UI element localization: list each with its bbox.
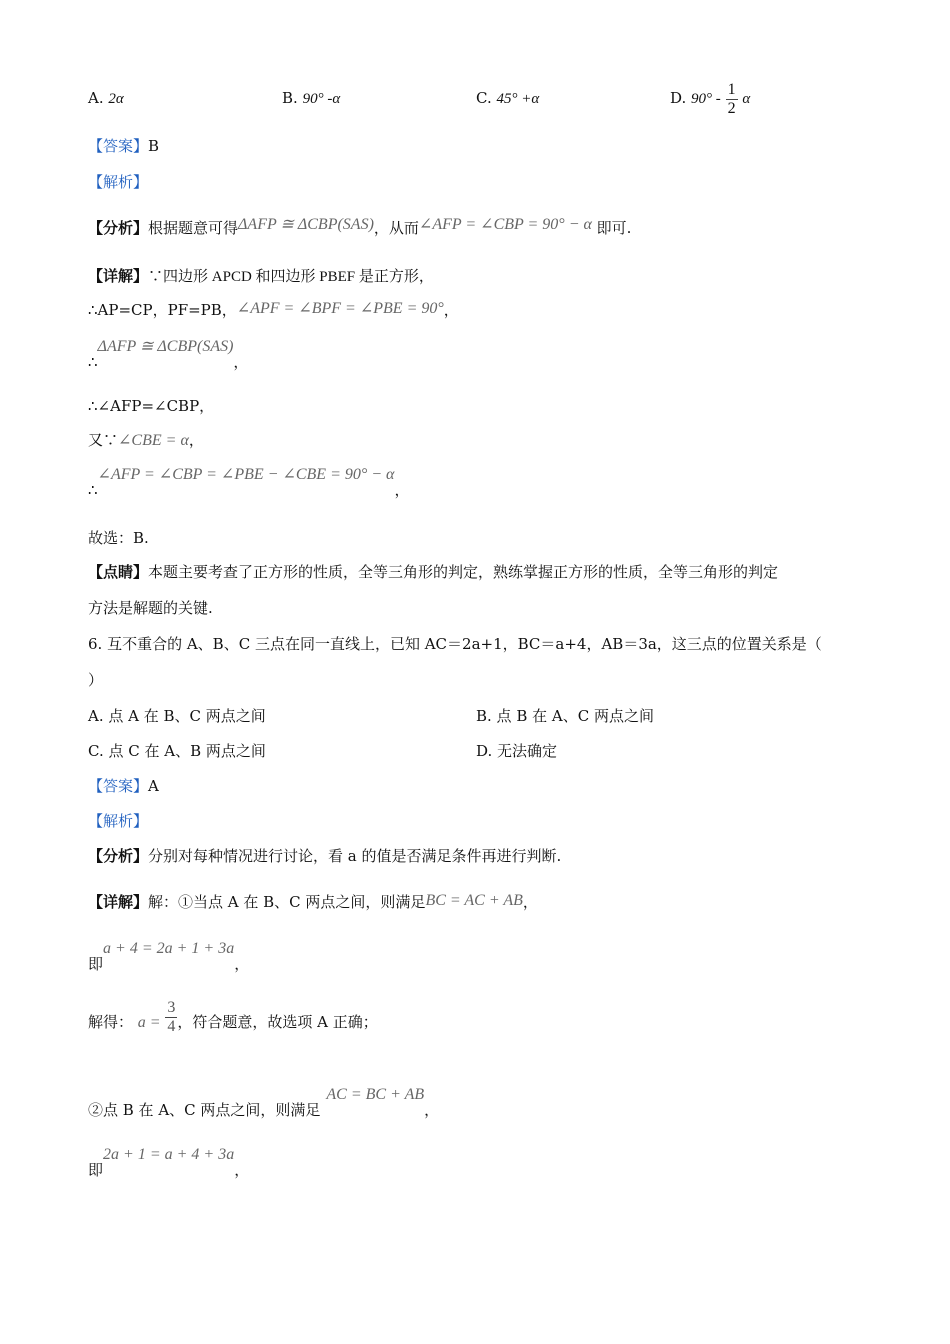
detail-text: ∴AP=CP，PF=PB，: [88, 301, 237, 319]
q5-choose: 故选：B.: [88, 529, 149, 547]
answer-tag: 【答案】: [88, 137, 149, 155]
math-congruence: ΔAFP ≅ ΔCBP(SAS): [238, 216, 374, 233]
q6-option-a: A. 点 A 在 B、C 两点之间: [88, 707, 266, 725]
ji-prefix: 即: [88, 955, 104, 973]
fraction-denominator: 2: [727, 99, 736, 117]
three-quarters-fraction: [165, 999, 177, 1036]
math-angle-chain: ∠AFP = ∠CBP = ∠PBE − ∠CBE = 90° − α: [97, 466, 395, 483]
option-letter: A.: [88, 89, 104, 107]
q6-stem-line-2: ）: [88, 671, 104, 689]
math-equation-1: a + 4 = 2a + 1 + 3a: [103, 940, 235, 957]
q6-detail-line-5: [88, 1144, 249, 1184]
math-a-equals: a =: [137, 1014, 161, 1031]
comment-text: 本题主要考查了正方形的性质，全等三角形的判定，熟练掌握正方形的性质，全等三角形的判定: [148, 563, 779, 581]
option-letter: D.: [670, 89, 687, 107]
q5-analysis-tag: 【解析】: [88, 173, 149, 191]
math-right-angles: ∠APF = ∠BPF = ∠PBE = 90°: [236, 300, 444, 317]
fenxi-text: 根据题意可得: [148, 219, 239, 237]
fenxi-text: 分别对每种情况进行讨论，看 a 的值是否满足条件再进行判断.: [148, 847, 562, 865]
option-letter: B.: [282, 89, 298, 107]
q5-comment-line-1: [88, 562, 778, 582]
q6-detail-line-3: [88, 1000, 378, 1045]
q6-stem-line-1: 6. 互不重合的 A、B、C 三点在同一直线上，已知 AC＝2a+1，BC＝a+4，AB＝3a，这三点的位置关系是（: [88, 635, 822, 653]
answer-value: B: [148, 137, 160, 155]
detail-text: 又∵: [88, 431, 119, 449]
q6-analysis-tag: 【解析】: [88, 812, 149, 830]
answer-tag: 【答案】: [88, 777, 149, 795]
q5-detail-line-5: [88, 430, 204, 451]
math-congruence: ΔAFP ≅ ΔCBP(SAS): [97, 338, 234, 355]
math-angle-result: ∠AFP = ∠CBP = 90° − α: [418, 216, 592, 233]
q5-option-a: [88, 88, 124, 109]
q6-answer: [88, 776, 159, 796]
q5-detail-line-4: ∴∠AFP=∠CBP，: [88, 397, 215, 415]
detail-tag: 【详解】: [88, 267, 149, 285]
detail-text: 解：①当点 A 在 B、C 两点之间，则满足: [148, 893, 426, 911]
detail-punct: ，: [394, 481, 410, 499]
q6-detail-line-1: [88, 892, 538, 913]
option-text: 90° ‐α: [302, 91, 341, 107]
option-letter: C.: [476, 89, 492, 107]
detail-text: ②点 B 在 A、C 两点之间，则满足: [88, 1101, 321, 1119]
q5-option-d: [670, 76, 750, 121]
comment-tag: 【点睛】: [88, 563, 149, 581]
fenxi-tag: 【分析】: [88, 847, 149, 865]
q5-detail-line-1: [88, 266, 434, 287]
detail-punct: ，: [234, 955, 250, 973]
fenxi-post: 即可.: [596, 219, 632, 237]
q5-fenxi: [88, 218, 631, 239]
option-text-post: α: [742, 91, 751, 107]
math-equation-2: 2a + 1 = a + 4 + 3a: [103, 1146, 235, 1163]
detail-punct: ，: [233, 353, 249, 371]
q5-detail-line-2: [88, 300, 459, 321]
fenxi-mid: ，从而: [373, 219, 419, 237]
detail-punct: ，: [443, 301, 459, 319]
q6-detail-line-2: [88, 938, 249, 978]
answer-value: A: [148, 777, 159, 795]
therefore-symbol: ∴: [88, 353, 98, 371]
detail-punct: ，: [234, 1161, 250, 1179]
detail-text: ，符合题意，故选项 A 正确；: [177, 1013, 378, 1031]
fraction-numerator: 3: [167, 998, 176, 1016]
math-cbe-alpha: ∠CBE = α: [118, 432, 189, 449]
fenxi-tag: 【分析】: [88, 219, 149, 237]
fraction-denominator: 4: [167, 1017, 176, 1035]
q6-detail-line-4: [88, 1084, 439, 1124]
detail-punct: ，: [522, 893, 538, 911]
therefore-symbol: ∴: [88, 481, 98, 499]
detail-text: ∵四边形 APCD 和四边形 PBEF 是正方形，: [148, 269, 434, 285]
ji-prefix: 即: [88, 1161, 104, 1179]
option-text-pre: 90° ‐: [691, 91, 721, 107]
q6-fenxi: [88, 846, 561, 866]
q5-comment-line-2: 方法是解题的关键.: [88, 599, 213, 617]
q5-option-c: [476, 88, 539, 109]
q5-detail-line-3: [88, 336, 248, 376]
q6-option-b: B. 点 B 在 A、C 两点之间: [476, 707, 654, 725]
detail-punct: ，: [188, 431, 204, 449]
math-ac-equation: AC = BC + AB: [326, 1086, 425, 1103]
detail-tag: 【详解】: [88, 893, 149, 911]
math-bc-equation: BC = AC + AB: [425, 892, 523, 909]
q5-option-b: [282, 88, 340, 109]
option-text: 2α: [108, 91, 124, 107]
option-text: 45° +α: [496, 91, 540, 107]
fraction-numerator: 1: [727, 80, 736, 98]
q5-detail-line-6: [88, 464, 409, 504]
q6-option-c: C. 点 C 在 A、B 两点之间: [88, 742, 266, 760]
detail-punct: ，: [424, 1101, 440, 1119]
q6-option-d: D. 无法确定: [476, 742, 558, 760]
q5-answer: [88, 136, 159, 156]
half-fraction: [726, 81, 738, 118]
solve-prefix: 解得：: [88, 1013, 134, 1031]
